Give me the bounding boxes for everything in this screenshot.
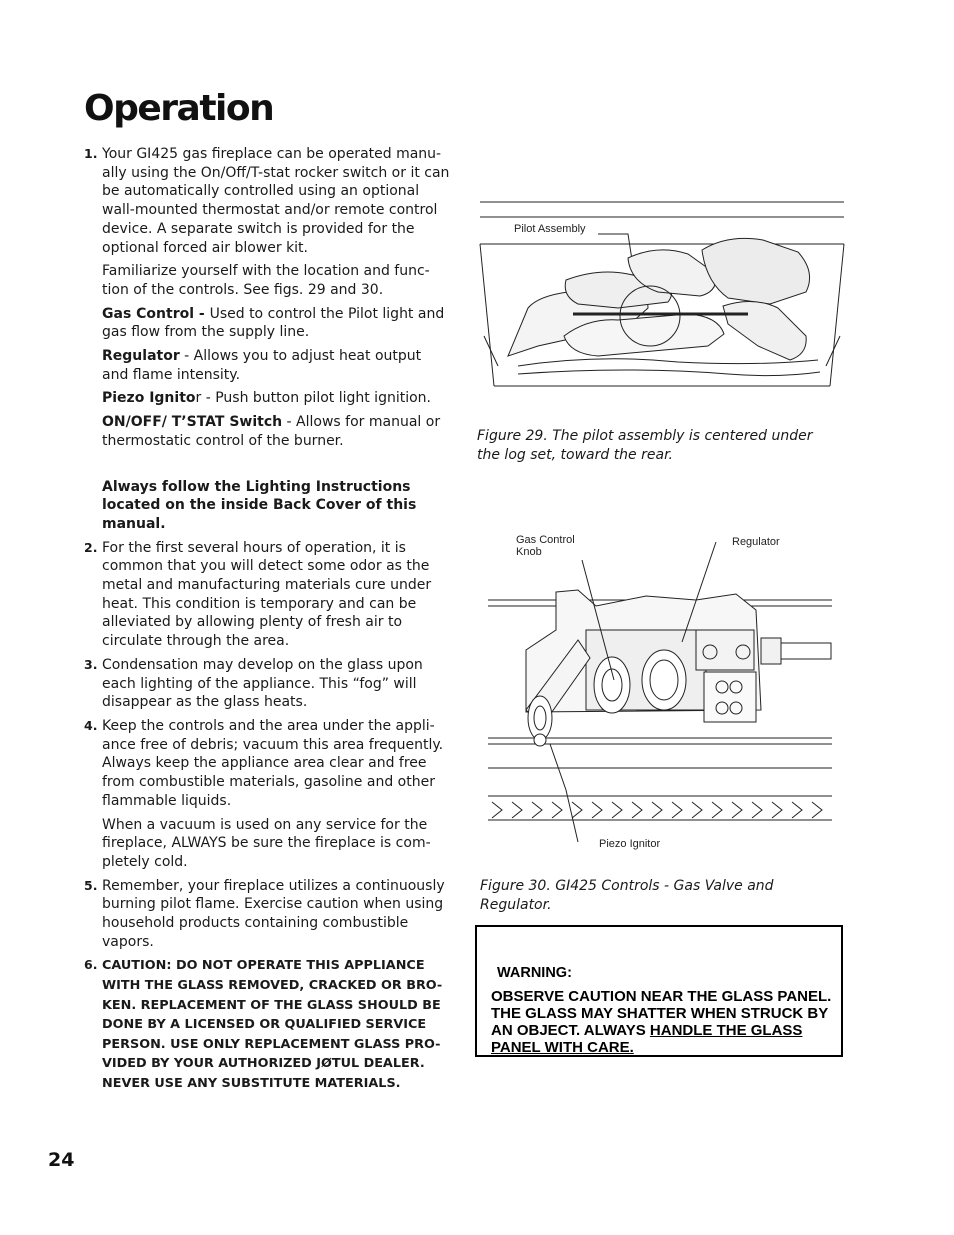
list-item-1 [84, 145, 450, 257]
warning-body [491, 988, 839, 1056]
warning-underlined-text: HANDLE THE GLASS PANEL WITH CARE. [491, 1022, 803, 1056]
warning-text: OBSERVE CAUTION NEAR THE GLASS PANEL. THE GLASS MAY SHATTER WHEN STRUCK BY AN OBJECT. ALWAYS [491, 988, 832, 1039]
instructions-column [84, 145, 450, 1099]
regulator-description [84, 347, 450, 384]
item-number: 3. [84, 656, 98, 672]
item-text: Keep the controls and the area under the appli-ance free of debris; vacuum this area frequently. Always keep the appliance area clear and free from combustible materials, gasoline and other flammable liquids. [102, 717, 444, 809]
vacuum-paragraph: When a vacuum is used on any service for the fireplace, ALWAYS be sure the fireplace is com-pletely cold. [102, 816, 431, 870]
item-text: For the first several hours of operation, it is common that you will detect some odor as the metal and manufacturing materials cure under heat. This condition is temporary and can be alleviated by allowing plenty of fresh air to circulate through the area. [102, 539, 432, 650]
regulator-text: - Allows you to adjust heat output and flame intensity. [102, 348, 422, 383]
item-text: Your GI425 gas fireplace can be operated manu-ally using the On/Off/T-stat rocker switch or it can be automatically controlled using an optional wall-mounted thermostat and/or remote control device. A separate switch is provided for the optional forced air blower kit. [102, 146, 450, 256]
figure-30-controls-illustration [486, 530, 836, 850]
list-item-6 [84, 956, 450, 1093]
figure-29-caption: Figure 29. The pilot assembly is centered under the log set, toward the rear. [477, 428, 813, 463]
regulator-label: Regulator [102, 348, 180, 365]
page-number: 24 [48, 1149, 75, 1171]
switch-text: - Allows for manual or thermostatic control of the burner. [102, 414, 441, 449]
glass-warning-box [475, 925, 843, 1057]
item-number: 1. [84, 146, 98, 161]
list-item-4 [84, 717, 450, 811]
gas-control-text: Used to control the Pilot light and gas flow from the supply line. [102, 305, 445, 341]
gas-control-knob-label-line-2: Knob [516, 546, 542, 558]
figure-29-log-set-illustration [478, 196, 848, 406]
item-text: Remember, your fireplace utilizes a continuously burning pilot flame. Exercise caution when using household products containing combustible vapors. [102, 877, 445, 950]
piezo-description [84, 389, 450, 408]
lighting-notice: Always follow the Lighting Instructions located on the inside Back Cover of this manual. [102, 478, 417, 532]
gas-control-label: Gas Control - [102, 305, 210, 322]
piezo-ignitor-label: Piezo Ignitor [599, 838, 661, 850]
gas-control-knob-label-line-1: Gas Control [516, 534, 575, 546]
switch-label: ON/OFF/ T’STAT Switch [102, 414, 283, 431]
page-title: Operation [84, 88, 274, 129]
pilot-assembly-label: Pilot Assembly [514, 223, 586, 235]
figure-30-caption: Figure 30. GI425 Controls - Gas Valve and Regulator. [480, 878, 774, 913]
list-item-3 [84, 656, 450, 712]
piezo-label: Piezo Ignito [102, 390, 196, 407]
item-text: Condensation may develop on the glass upon each lighting of the appliance. This “fog” will disappear as the glass heats. [102, 656, 423, 711]
item-number: 5. [84, 877, 98, 893]
item-number: 4. [84, 717, 98, 733]
gas-control-description [84, 305, 450, 342]
switch-description [84, 413, 450, 450]
list-item-5 [84, 877, 450, 952]
item-number: 2. [84, 539, 98, 555]
item-number: 6. [84, 957, 98, 973]
regulator-label: Regulator [732, 536, 780, 548]
warning-title: WARNING: [497, 965, 572, 981]
caution-text: CAUTION: DO NOT OPERATE THIS APPLIANCE WITH THE GLASS REMOVED, CRACKED OR BRO-KEN. REPLACEMENT OF THE GLASS SHOULD BE DONE BY A LICENSED OR QUALIFIED SERVICE PERSON. USE ONLY REPLACEMENT GLASS PRO-VIDED BY YOUR AUTHORIZED JØTUL DEALER. NEVER USE ANY SUBSTITUTE MATERIALS. [102, 958, 443, 1091]
familiarize-paragraph: Familiarize yourself with the location and func-tion of the controls. See figs. 29 and 30. [102, 263, 430, 298]
piezo-text: r - Push button pilot light ignition. [195, 390, 431, 407]
list-item-2 [84, 539, 450, 651]
